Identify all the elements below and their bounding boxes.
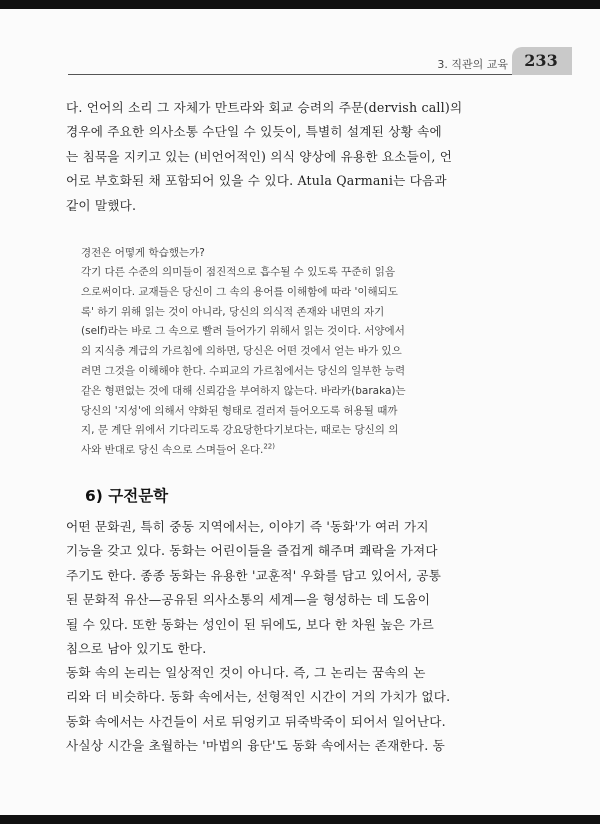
body-paragraph-2: 어떤 문화권, 특히 중동 지역에서는, 이야기 즉 '동화'가 여러 가지 기능을 갖고 있다. 동화는 어린이들을 즐겁게 해주며 쾌락을 가져다 주기도 한다. 종종 동화는 유용한 '교훈적' 우화를 담고 있어서, 공통 된 문화적 유산—공유된 의사소통의 세계—을 형성하는 데 도움이 될 수 있다. 또한 동화는 성인이 된 뒤에도, 보다 한 차원 높은 가르 침으로 남아 있기도 한다. [66,519,442,657]
footnote-reference: 22) [263,442,275,451]
body-paragraph-1: 다. 언어의 소리 그 자체가 만트라와 회교 승려의 주문(dervish call)의 경우에 주요한 의사소통 수단일 수 있듯이, 특별히 설계된 상황 속에 는 침묵을 지키고 있는 (비언어적인) 의식 양상에 유용한 요소들이, 언 어로 부호화된 채 포함되어 있을 수 있다. Atula Qarmani는 다음과 같이 말했다. [66,100,463,213]
section-heading: 6) 구전문학 [85,487,169,505]
top-border [0,0,600,9]
body-paragraph-3: 동화 속의 논리는 일상적인 것이 아니다. 즉, 그 논리는 꿈속의 논 리와 더 비슷하다. 동화 속에서는, 선형적인 시간이 거의 가치가 없다. 동화 속에서는 사건들이 서로 뒤엉키고 뒤죽박죽이 되어서 일어난다. 사실상 시간을 초월하는 '마법의 융단'도 동화 속에서는 존재한다. 동 [66,665,451,754]
block-quote-text: 각기 다른 수준의 의미들이 점진적으로 흡수될 수 있도록 꾸준히 읽음 으로써이다. 교재들은 당신이 그 속의 용어를 이해함에 따라 '이해되도 록' 하기 위해 읽는 것이 아니라, 당신의 의식적 존재와 내면의 자기 (self)라는 바로 그 속으로 빨려 들어가기 위해서 읽는 것이다. 서양에서 의 지식층 계급의 가르침에 의하면, 당신은 어떤 것에서 얻는 바가 있으 려면 그것을 이해해야 한다. 수피교의 가르침에서는 당신의 일부한 능력 같은 형편없는 것에 대해 신뢰감을 부여하지 않는다. 바라카(baraka)는 당신의 '지성'에 의해서 약화된 형태로 걸러져 들어오도록 허용될 때까 지, 문 계단 위에서 기다리도록 강요당한다기보다는, 때로는 당신의 의 사와 반대로 당신 속으로 스며들어 온다. [81,266,406,457]
page-number: 233 [524,51,558,70]
bottom-border [0,815,600,824]
running-head: 3. 직관의 교육 [437,58,508,71]
quote-title: 경전은 어떻게 학습했는가? [81,247,205,259]
header-rule [68,74,512,75]
block-quote [81,263,506,461]
